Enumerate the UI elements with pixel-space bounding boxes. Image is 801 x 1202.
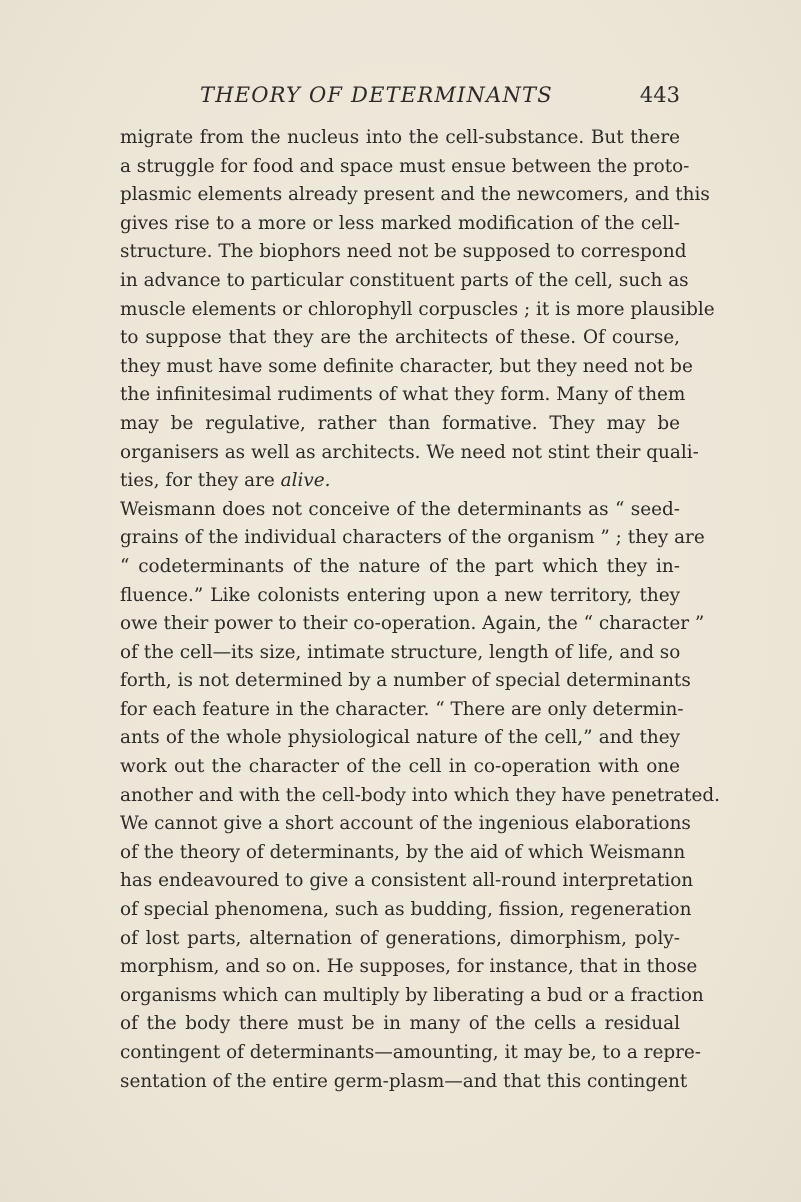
text-line: Weismann does not conceive of the determinants as “ seed- xyxy=(120,498,680,520)
text-line-final xyxy=(120,467,680,496)
text-line: We cannot give a short account of the ingenious elaborations xyxy=(120,813,691,835)
running-title: THEORY OF DETERMINANTS xyxy=(200,83,553,107)
text-line: organisers as well as architects. We need not stint their quali- xyxy=(120,441,699,463)
text-line: forth, is not determined by a number of special determinants xyxy=(120,670,691,692)
italic-emphasis: alive. xyxy=(280,470,331,492)
text-line: gives rise to a more or less marked modification of the cell- xyxy=(120,212,680,234)
text-line: “ codeterminants of the nature of the part which they in- xyxy=(120,555,680,577)
text-line: owe their power to their co-operation. Again, the “ character ” xyxy=(120,613,705,635)
text-line: has endeavoured to give a consistent all-round interpretation xyxy=(120,870,694,892)
text-line: morphism, and so on. He supposes, for instance, that in those xyxy=(120,956,698,978)
text-line: contingent of determinants—amounting, it may be, to a repre- xyxy=(120,1042,702,1063)
page-number: 443 xyxy=(639,83,680,107)
body-text xyxy=(120,124,720,1096)
text-line: a struggle for food and space must ensue between the proto- xyxy=(120,155,690,177)
text-line: muscle elements or chlorophyll corpuscles ; it is more plausible xyxy=(120,298,715,320)
text-line: may be regulative, rather than formative. They may be xyxy=(120,412,680,434)
text-line: structure. The biophors need not be supposed to correspond xyxy=(120,241,687,263)
text-line: migrate from the nucleus into the cell-substance. But there xyxy=(120,127,680,148)
text-line: of special phenomena, such as budding, fission, regeneration xyxy=(120,899,692,921)
text-line: fluence.” Like colonists entering upon a new territory, they xyxy=(120,584,680,606)
text-run: ties, for they are xyxy=(120,470,281,492)
text-line: of the body there must be in many of the cells a residual xyxy=(120,1013,680,1035)
text-line: for each feature in the character. “ There are only determin- xyxy=(120,698,684,720)
text-line: of the theory of determinants, by the aid of which Weismann xyxy=(120,841,686,863)
text-line: work out the character of the cell in co-operation with one xyxy=(120,756,680,778)
text-line: sentation of the entire germ-plasm—and that this contingent xyxy=(120,1070,688,1092)
text-line: of lost parts, alternation of generations, dimorphism, poly- xyxy=(120,927,680,949)
text-line: organisms which can multiply by liberating a bud or a fraction xyxy=(120,984,704,1006)
text-line: they must have some definite character, but they need not be xyxy=(120,355,693,377)
text-line: grains of the individual characters of the organism ” ; they are xyxy=(120,527,705,549)
text-line: another and with the cell-body into which they have penetrated. xyxy=(120,784,720,806)
text-line: plasmic elements already present and the newcomers, and this xyxy=(120,184,710,206)
text-line: ants of the whole physiological nature of the cell,” and they xyxy=(120,727,680,749)
text-line: the infinitesimal rudiments of what they form. Many of them xyxy=(120,384,686,406)
text-line: in advance to particular constituent parts of the cell, such as xyxy=(120,269,689,291)
text-line: of the cell—its size, intimate structure, length of life, and so xyxy=(120,641,681,663)
running-head xyxy=(120,80,680,110)
text-line: to suppose that they are the architects of these. Of course, xyxy=(120,327,680,349)
